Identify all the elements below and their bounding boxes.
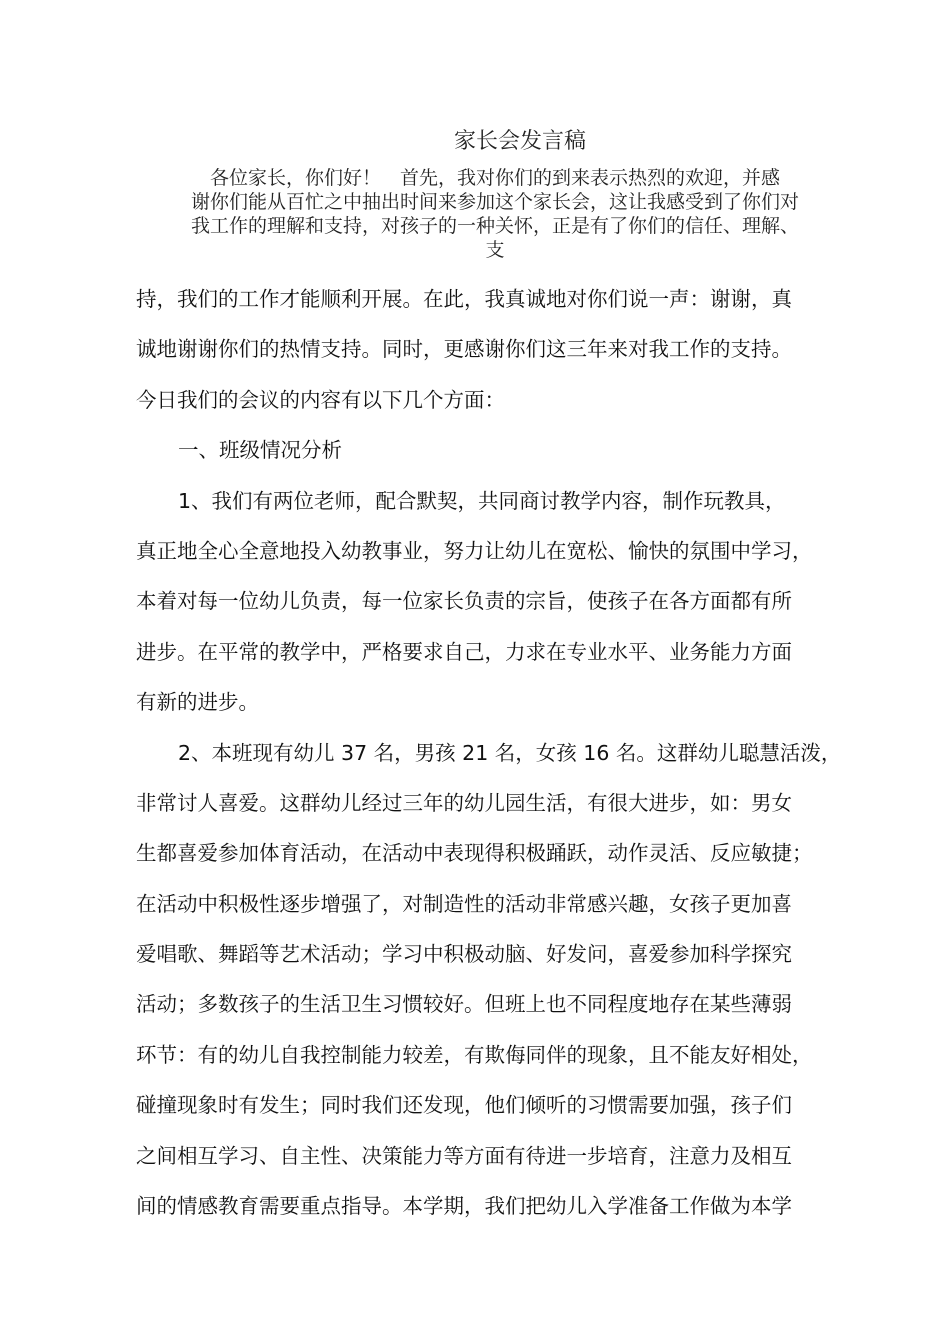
body-line: 本着对每一位幼儿负责，每一位家长负责的宗旨，使孩子在各方面都有所	[136, 589, 792, 614]
body-line: 进步。在平常的教学中，严格要求自己，力求在专业水平、业务能力方面	[136, 639, 792, 664]
body-line: 间的情感教育需要重点指导。本学期，我们把幼儿入学准备工作做为本学	[136, 1194, 792, 1219]
body-line: 碰撞现象时有发生；同时我们还发现，他们倾听的习惯需要加强，孩子们	[136, 1093, 792, 1118]
body-line: 爱唱歌、舞蹈等艺术活动；学习中积极动脑、好发问，喜爱参加科学探究	[136, 942, 792, 967]
body-line: 非常讨人喜爱。这群幼儿经过三年的幼儿园生活，有很大进步，如：男女	[136, 790, 792, 815]
body-line: 持，我们的工作才能顺利开展。在此，我真诚地对你们说一声：谢谢，真	[136, 287, 792, 311]
document-body	[136, 274, 866, 1231]
section-heading: 一、班级情况分析	[178, 438, 342, 463]
intro-line: 我工作的理解和支持，对孩子的一种关怀，正是有了你们的信任、理解、	[190, 215, 799, 237]
body-line: 有新的进步。	[136, 690, 259, 715]
body-line: 环节：有的幼儿自我控制能力较差，有欺侮同伴的现象，且不能友好相处，	[136, 1042, 813, 1067]
intro-line: 各位家长，你们好！ 首先，我对你们的到来表示热烈的欢迎，并感	[209, 167, 780, 189]
body-line: 2、本班现有幼儿 37 名，男孩 21 名，女孩 16 名。这群幼儿聪慧活泼，	[178, 740, 842, 765]
intro-line: 谢你们能从百忙之中抽出时间来参加这个家长会，这让我感受到了你们对	[190, 191, 799, 213]
body-line: 1、我们有两位老师，配合默契，共同商讨教学内容，制作玩教具，	[178, 488, 786, 513]
document-title: 家长会发言稿	[453, 129, 586, 154]
body-line: 之间相互学习、自主性、决策能力等方面有待进一步培育，注意力及相互	[136, 1143, 792, 1168]
body-line: 诚地谢谢你们的热情支持。同时，更感谢你们这三年来对我工作的支持。	[136, 337, 792, 362]
body-line: 真正地全心全意地投入幼教事业，努力让幼儿在宽松、愉快的氛围中学习，	[136, 538, 813, 563]
intro-paragraph	[135, 166, 855, 262]
body-line: 活动；多数孩子的生活卫生习惯较好。但班上也不同程度地存在某些薄弱	[136, 992, 792, 1017]
body-line: 在活动中积极性逐步增强了，对制造性的活动非常感兴趣，女孩子更加喜	[136, 891, 792, 916]
body-line: 生都喜爱参加体育活动，在活动中表现得积极踊跃，动作灵活、反应敏捷；	[136, 841, 813, 866]
intro-line: 支	[485, 239, 505, 261]
body-line: 今日我们的会议的内容有以下几个方面：	[136, 387, 505, 412]
